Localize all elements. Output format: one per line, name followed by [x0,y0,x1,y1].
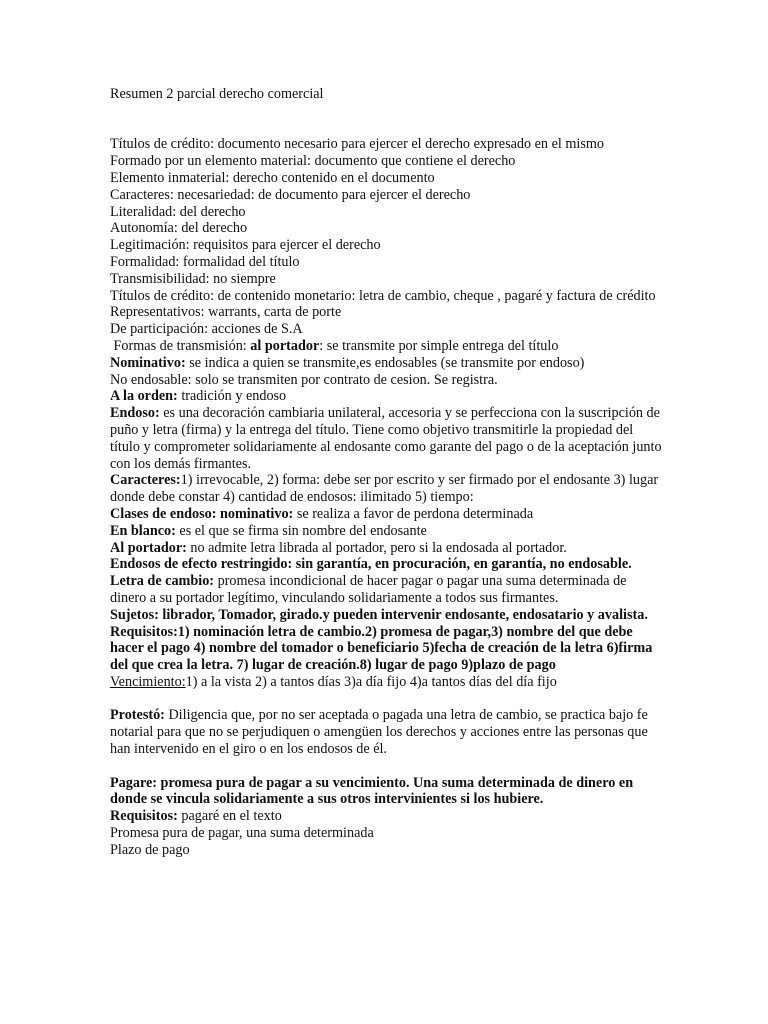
requisitos-pagare-label: Requisitos: [110,808,178,825]
al-portador-text: no admite letra librada al portador, pero si la endosada al portador. [186,539,567,556]
a-la-orden-line [110,388,662,405]
document-page [110,86,662,859]
pagare-text: Pagare: promesa pura de pagar a su vencimiento. Una suma determinada de dinero en donde se vincula solidariamente a sus otros intervinientes si los hubiere. [110,774,634,808]
nominativo-text: se indica a quien se transmite,es endosables (se transmite por endoso) [185,354,585,371]
endosos-restringido-text: Endosos de efecto restringido: sin garantía, en procuración, en garantía, no endosable. [110,556,632,573]
endosos-restringido-paragraph [110,556,662,573]
protesto-paragraph [110,707,662,757]
paragraph-gap [110,758,662,775]
text-line: Promesa pura de pagar, una suma determinada [110,825,374,842]
caracteres-text: 1) irrevocable, 2) forma: debe ser por escrito y ser firmado por el endosante 3) lugar donde debe constar 4) cantidad de endosos: ilimitado 5) tiempo: [110,472,659,506]
document-title: Resumen 2 parcial derecho comercial [110,86,324,102]
requisitos-pagare-line [110,808,662,825]
clases-text: se realiza a favor de perdona determinada [293,505,534,522]
letra-label: Letra de cambio: [110,573,215,590]
a-la-orden-text: tradición y endoso [177,388,287,405]
caracteres-label: Caracteres: [110,472,181,489]
text-line: Plazo de pago [110,841,190,858]
requisitos-pagare-text: pagaré en el texto [177,808,282,825]
text-line: Formado por un elemento material: documento que contiene el derecho [110,153,516,170]
sujetos-text: Sujetos: librador, Tomador, girado.y pueden intervenir endosante, endosatario y avalista. [110,606,648,623]
vencimiento-line [110,674,662,691]
text-line: Representativos: warrants, carta de porte [110,304,342,321]
paragraph-gap [110,691,662,708]
vencimiento-label: Vencimiento: [110,673,186,690]
clases-label: Clases de endoso: nominativo: [110,505,294,522]
text-line: Formalidad: formalidad del título [110,253,300,270]
text-line: Elemento inmaterial: derecho contenido en el documento [110,169,435,186]
no-endosable-line: No endosable: solo se transmiten por contrato de cesion. Se registra. [110,371,498,388]
pagare-paragraph [110,775,662,809]
clases-endoso-line [110,506,662,523]
text-line: Títulos de crédito: documento necesario para ejercer el derecho expresado en el mismo [110,136,604,153]
text-line: Caracteres: necesariedad: de documento para ejercer el derecho [110,186,471,203]
text-line: Legitimación: requisitos para ejercer el derecho [110,237,381,254]
sujetos-paragraph [110,607,662,624]
nominativo-label: Nominativo: [110,354,186,371]
al-portador-label: Al portador: [110,539,187,556]
a-la-orden-label: A la orden: [110,388,178,405]
requisitos-letra-text: Requisitos:1) nominación letra de cambio.2) promesa de pagar,3) nombre del que debe hacer el pago 4) nombre del tomador o beneficiario 5)fecha de creación de la letra 6)firma del que crea la letra. 7) lugar de creación.8) lugar de pago 9)plazo de pago [110,623,653,674]
text-line: Transmisibilidad: no siempre [110,270,276,287]
formas-text: : se transmite por simple entrega del título [319,337,559,354]
en-blanco-line [110,523,662,540]
formas-label: Formas de transmisión: [110,337,251,354]
formas-transmision [110,338,662,355]
protesto-label: Protestó: [110,707,165,724]
al-portador-line [110,540,662,557]
text-line: Títulos de crédito: de contenido monetario: letra de cambio, cheque , pagaré y factura de crédito [110,287,656,304]
text-line: Literalidad: del derecho [110,203,246,220]
formas-bold: al portador [250,337,320,354]
letra-cambio-paragraph [110,573,662,607]
endoso-label: Endoso: [110,405,160,422]
endoso-paragraph [110,405,662,472]
en-blanco-label: En blanco: [110,522,176,539]
letra-text: promesa incondicional de hacer pagar o pagar una suma determinada de dinero a su portador legítimo, vinculando solidariamente a todos sus firmantes. [110,573,627,606]
protesto-text: Diligencia que, por no ser aceptada o pagada una letra de cambio, se practica bajo fe notarial para que no se perjudiquen o amengüen los derechos y acciones entre las personas que han intervenido en el giro o en los endosos de él. [110,707,648,758]
endoso-text: es una decoración cambiaria unilateral, accesoria y se perfecciona con la suscripción de puño y letra (firma) y la entrega del título. Tiene como objetivo transmitirle la propiedad del título y comprometer solidariamente al endosante como garante del pago o de la aceptación junto con los demás firmantes. [110,405,662,472]
nominativo-line [110,355,662,372]
en-blanco-text: es el que se firma sin nombre del endosante [175,522,427,539]
text-line: De participación: acciones de S.A [110,321,303,338]
requisitos-letra-paragraph [110,624,662,674]
caracteres-paragraph [110,472,662,506]
vencimiento-text: 1) a la vista 2) a tantos días 3)a día fijo 4)a tantos días del día fijo [185,673,557,690]
text-line: Autonomía: del derecho [110,220,248,237]
